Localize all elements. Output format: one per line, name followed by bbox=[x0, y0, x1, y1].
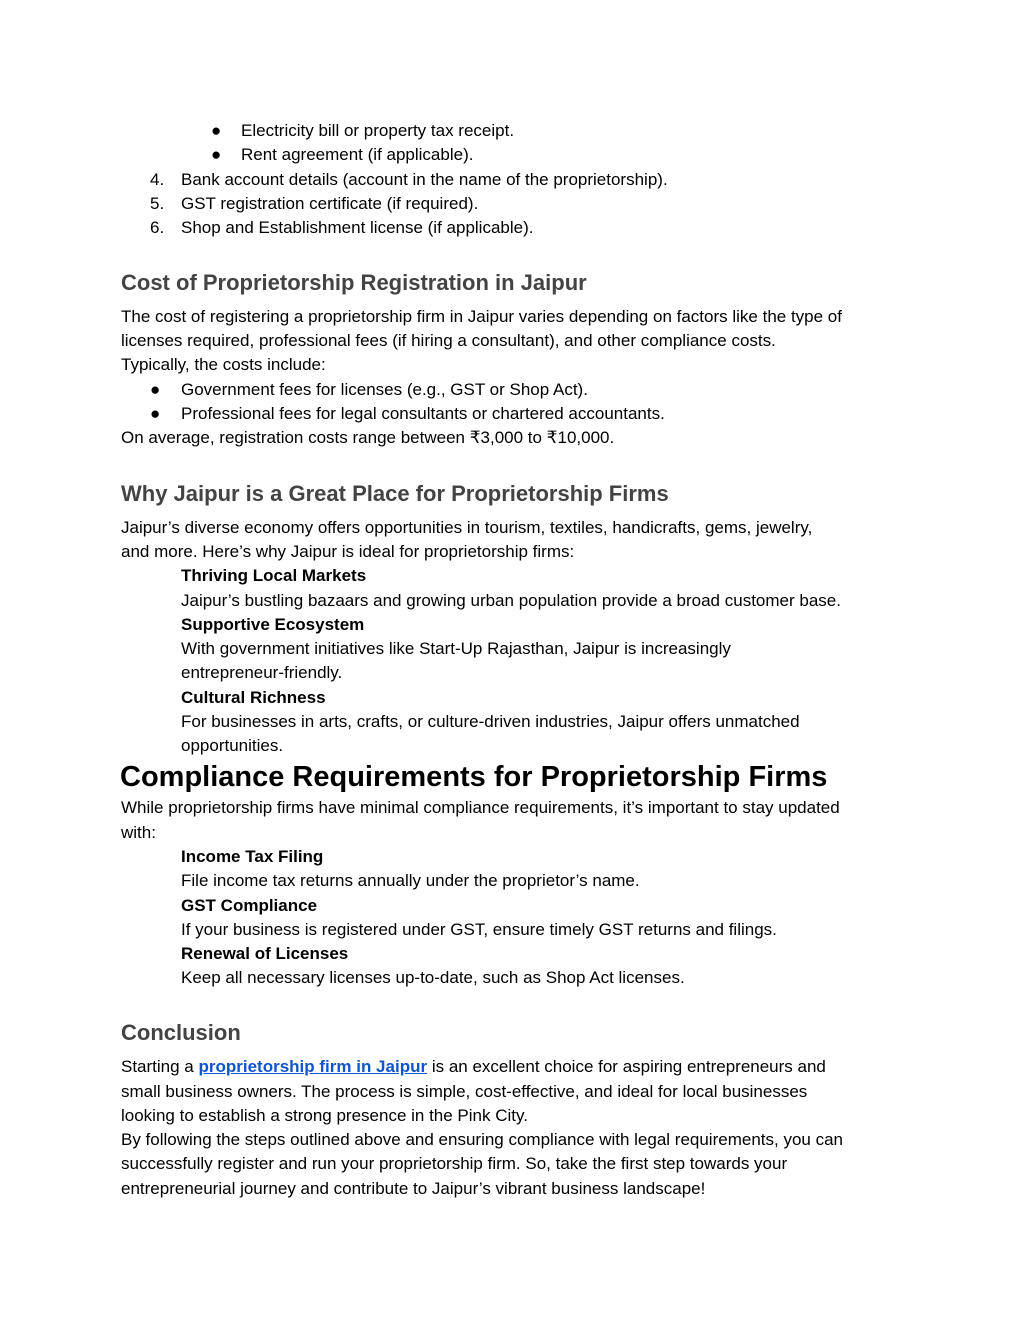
section-heading-compliance: Compliance Requirements for Proprietorship Firms bbox=[120, 761, 828, 793]
section-heading-cost: Cost of Proprietorship Registration in Jaipur bbox=[121, 270, 587, 295]
paragraph-line: Typically, the costs include: bbox=[121, 355, 326, 374]
list-item: Professional fees for legal consultants or chartered accountants. bbox=[181, 404, 665, 423]
item-description: Jaipur’s bustling bazaars and growing urban population provide a broad customer base. bbox=[181, 591, 841, 610]
section-heading-conclusion: Conclusion bbox=[121, 1020, 241, 1045]
list-item: Bank account details (account in the name of the proprietorship). bbox=[181, 170, 668, 189]
paragraph-text: Starting a bbox=[121, 1057, 199, 1076]
bullet-icon: ● bbox=[150, 380, 161, 399]
item-title: Cultural Richness bbox=[181, 688, 326, 707]
item-title: Supportive Ecosystem bbox=[181, 615, 365, 634]
item-title: Thriving Local Markets bbox=[181, 566, 367, 585]
bullet-icon: ● bbox=[211, 121, 222, 140]
list-number: 4. bbox=[150, 170, 165, 189]
paragraph-line: Jaipur’s diverse economy offers opportunities in tourism, textiles, handicrafts, gems, jewelry, bbox=[121, 518, 813, 537]
paragraph-line: entrepreneurial journey and contribute to Jaipur’s vibrant business landscape! bbox=[121, 1179, 706, 1198]
list-item: Rent agreement (if applicable). bbox=[241, 145, 474, 164]
paragraph-line: While proprietorship firms have minimal compliance requirements, it’s important to stay updated bbox=[121, 798, 840, 817]
paragraph-line: with: bbox=[121, 823, 156, 842]
bullet-icon: ● bbox=[150, 404, 161, 423]
item-title: Income Tax Filing bbox=[181, 847, 324, 866]
item-description: File income tax returns annually under the proprietor’s name. bbox=[181, 871, 640, 890]
paragraph-line: On average, registration costs range between ₹3,000 to ₹10,000. bbox=[121, 428, 615, 447]
item-description: For businesses in arts, crafts, or culture-driven industries, Jaipur offers unmatched bbox=[181, 712, 800, 731]
paragraph-text: is an excellent choice for aspiring entrepreneurs and bbox=[427, 1057, 826, 1076]
paragraph-line: By following the steps outlined above and ensuring compliance with legal requirements, you can bbox=[121, 1130, 843, 1149]
item-description: Keep all necessary licenses up-to-date, such as Shop Act licenses. bbox=[181, 968, 685, 987]
paragraph-line: looking to establish a strong presence in the Pink City. bbox=[121, 1106, 528, 1125]
item-title: Renewal of Licenses bbox=[181, 944, 349, 963]
conclusion-paragraph-first-line bbox=[121, 1055, 826, 1079]
item-description: opportunities. bbox=[181, 736, 284, 755]
proprietorship-firm-link[interactable]: proprietorship firm in Jaipur bbox=[198, 1057, 428, 1076]
paragraph-line: successfully register and run your proprietorship firm. So, take the first step towards your bbox=[121, 1154, 788, 1173]
list-number: 6. bbox=[150, 218, 165, 237]
item-description: entrepreneur-friendly. bbox=[181, 663, 343, 682]
paragraph-line: small business owners. The process is simple, cost-effective, and ideal for local businesses bbox=[121, 1082, 808, 1101]
item-description: If your business is registered under GST, ensure timely GST returns and filings. bbox=[181, 920, 777, 939]
list-item: Government fees for licenses (e.g., GST or Shop Act). bbox=[181, 380, 588, 399]
section-heading-why-jaipur: Why Jaipur is a Great Place for Proprietorship Firms bbox=[121, 481, 669, 506]
bullet-icon: ● bbox=[211, 145, 222, 164]
paragraph-line: licenses required, professional fees (if hiring a consultant), and other compliance costs. bbox=[121, 331, 776, 350]
list-item: Electricity bill or property tax receipt. bbox=[241, 121, 515, 140]
list-item: GST registration certificate (if required). bbox=[181, 194, 479, 213]
paragraph-line: and more. Here’s why Jaipur is ideal for proprietorship firms: bbox=[121, 542, 575, 561]
list-number: 5. bbox=[150, 194, 165, 213]
paragraph-line: The cost of registering a proprietorship firm in Jaipur varies depending on factors like the type of bbox=[121, 307, 842, 326]
item-title: GST Compliance bbox=[181, 896, 318, 915]
item-description: With government initiatives like Start-Up Rajasthan, Jaipur is increasingly bbox=[181, 639, 731, 658]
list-item: Shop and Establishment license (if applicable). bbox=[181, 218, 534, 237]
